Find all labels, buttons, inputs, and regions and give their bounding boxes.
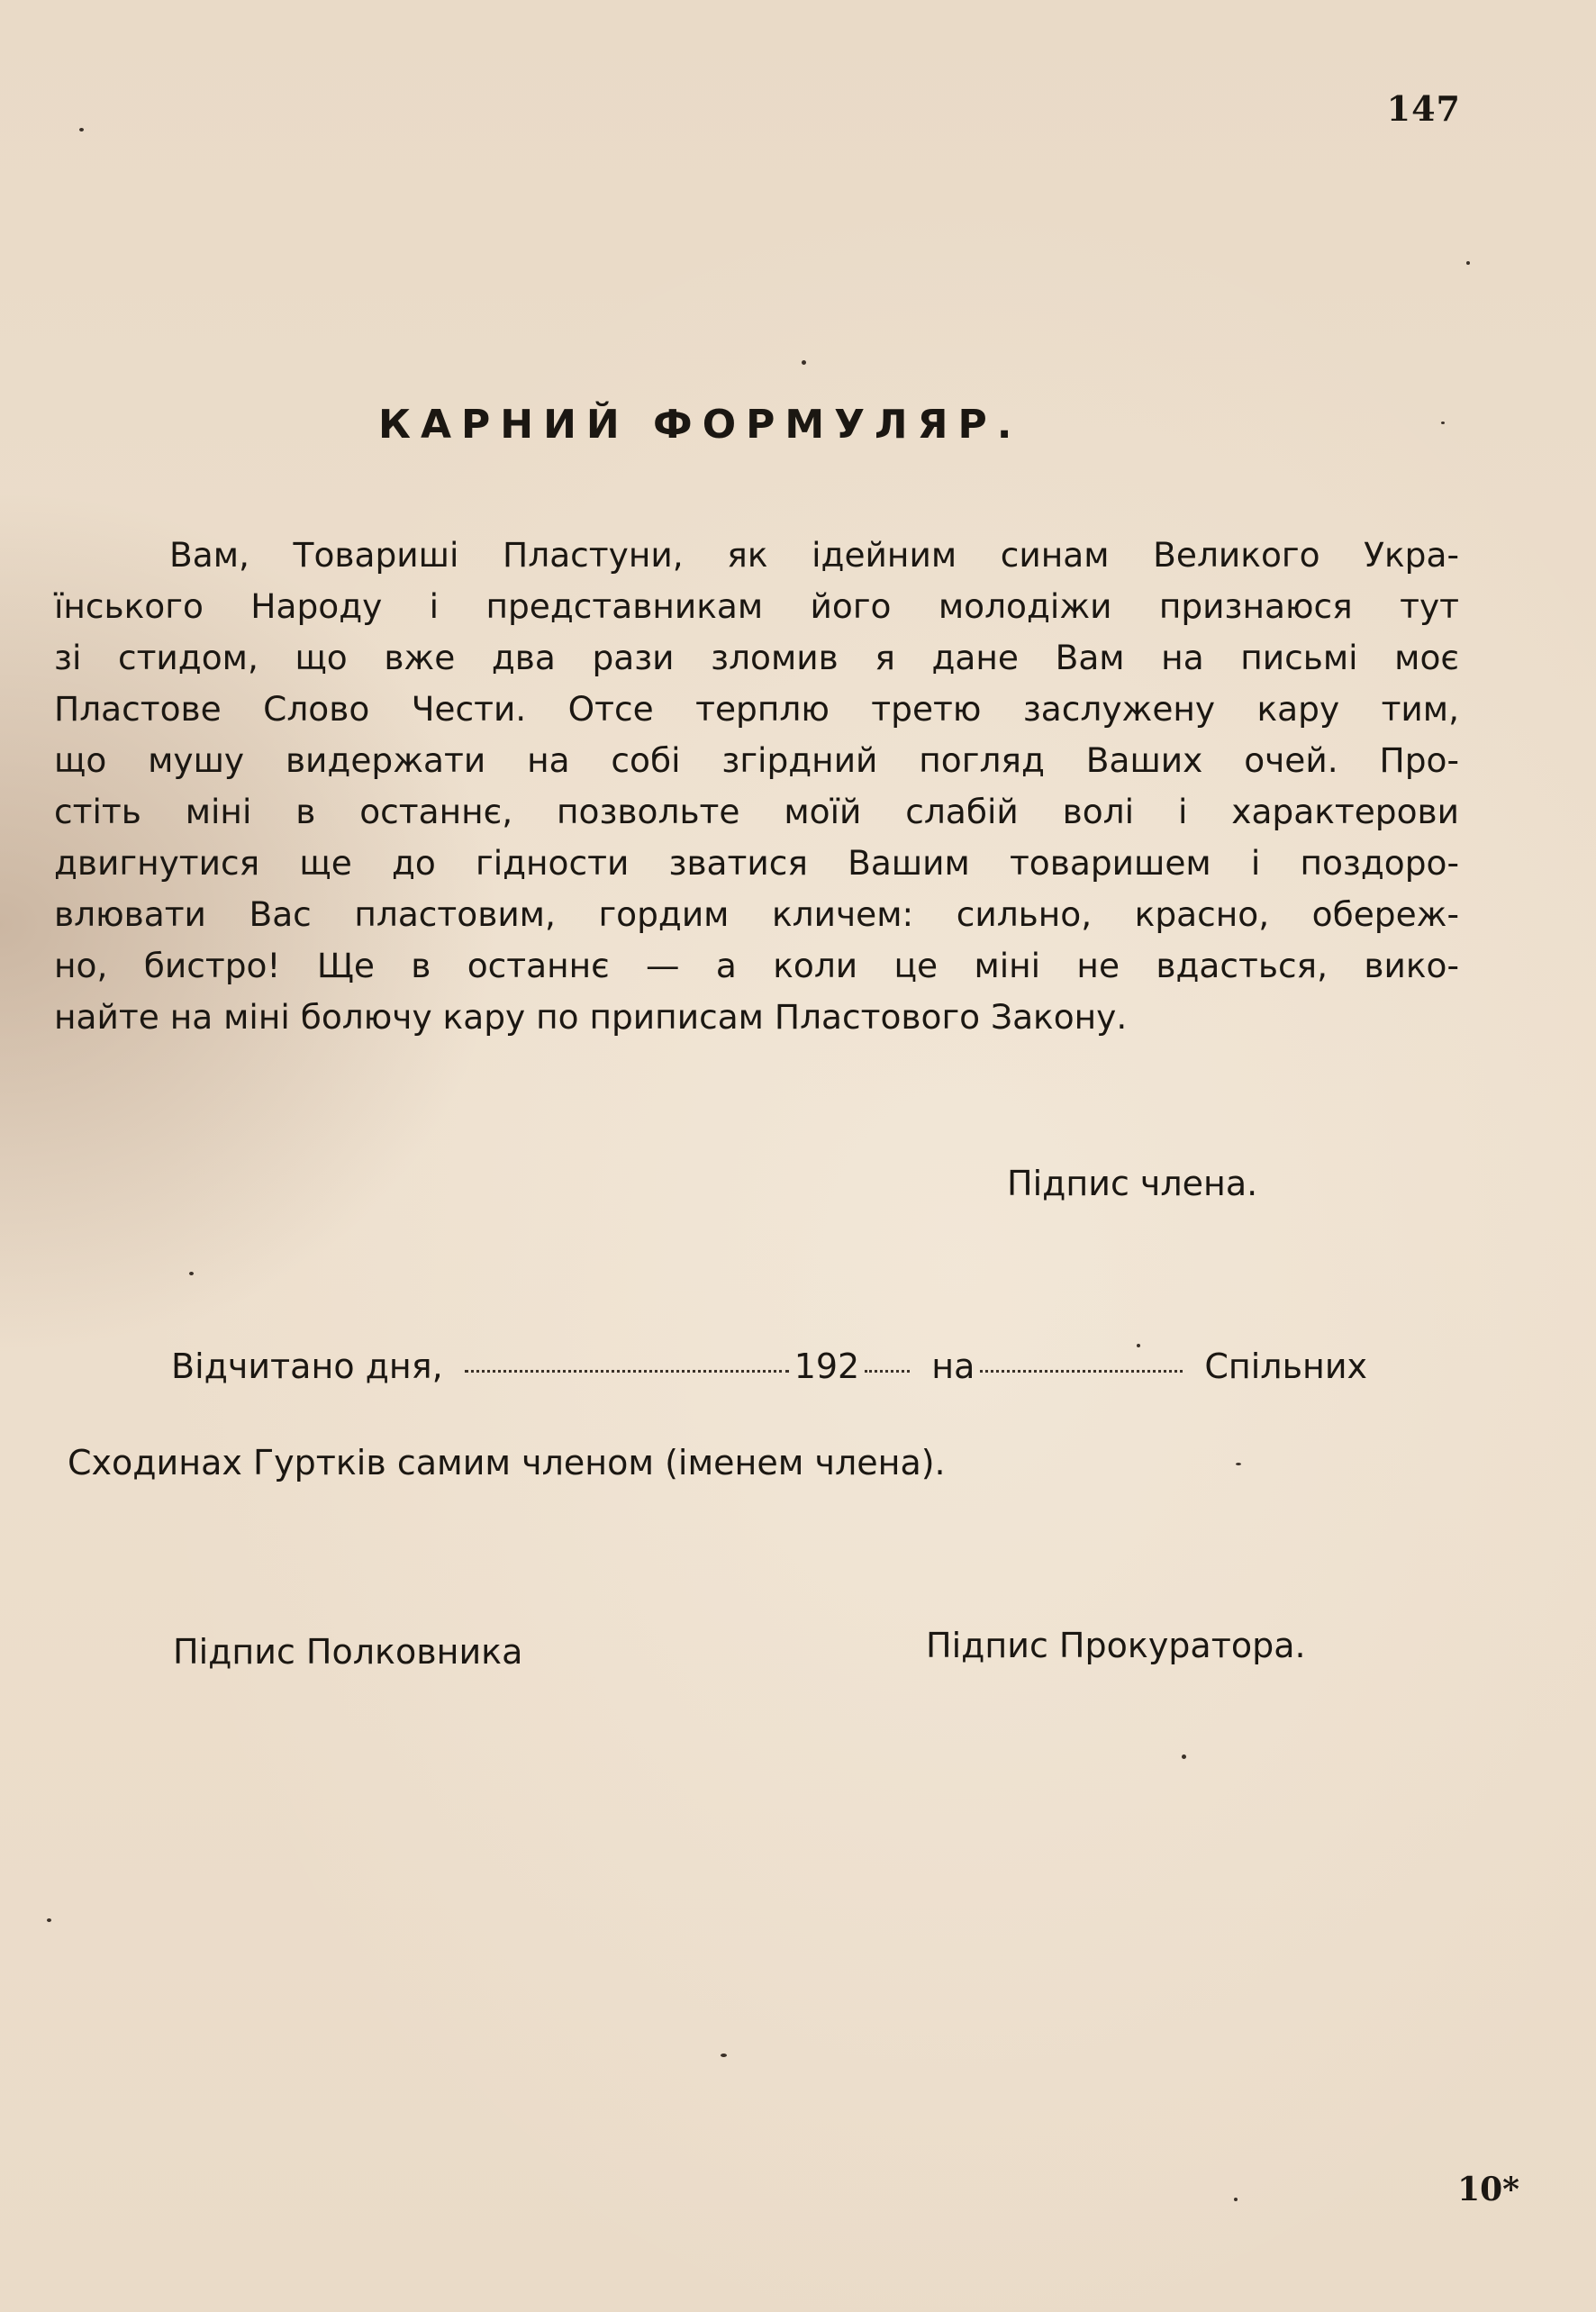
paper-speck xyxy=(189,1272,194,1275)
meeting-word: Спільних xyxy=(1204,1346,1368,1386)
paper-speck xyxy=(1441,422,1445,424)
paper-speck xyxy=(721,2054,727,2057)
paragraph-line: Пластове Слово Чести. Отсе терплю третю заслужену кару тим, xyxy=(54,689,1459,729)
date-blank xyxy=(465,1369,789,1373)
paragraph-line: но, бистро! Ще в останнє — а коли це міні не вдасться, вико- xyxy=(54,946,1459,985)
paper-speck xyxy=(1137,1344,1140,1347)
at-label: на xyxy=(931,1346,975,1386)
year-prefix: 192 xyxy=(793,1346,860,1386)
assembly-line: Сходинах Гуртків самим членом (іменем члена). xyxy=(68,1443,946,1482)
paragraph-line: стіть міні в останнє, позвольте моїй слабій волі і характерови xyxy=(54,792,1459,831)
paper-speck xyxy=(1234,2198,1238,2201)
paragraph-line: що мушу видержати на собі згірдний погляд Ваших очей. Про- xyxy=(54,740,1459,780)
paper-speck xyxy=(47,1918,51,1922)
sheet-signature-mark: 10* xyxy=(1457,2171,1519,2208)
paper-speck xyxy=(1182,1754,1186,1759)
read-date-line xyxy=(171,1346,1461,1386)
paragraph-line: Вам, Товариші Пластуни, як ідейним синам Великого Укра- xyxy=(169,535,1459,575)
paper-speck xyxy=(802,360,806,365)
document-title: КАРНИЙ ФОРМУЛЯР. xyxy=(378,402,1022,448)
paragraph-line: зі стидом, що вже два рази зломив я дане Вам на письмі моє xyxy=(54,638,1459,677)
colonel-signature-label: Підпис Полковника xyxy=(173,1632,523,1672)
paragraph-line: двигнутися ще до гідности зватися Вашим товаришем і поздоро- xyxy=(54,843,1459,883)
year-blank xyxy=(865,1369,910,1373)
paper-speck xyxy=(1236,1463,1241,1465)
paragraph-line: їнського Народу і представникам його молодіжи признаюся тут xyxy=(54,586,1459,626)
member-signature-label: Підпис члена. xyxy=(1007,1164,1258,1203)
paragraph-line: влювати Вас пластовим, гордим кличем: сильно, красно, обереж- xyxy=(54,894,1459,934)
prosecutor-signature-label: Підпис Прокуратора. xyxy=(926,1626,1306,1665)
page-number: 147 xyxy=(1386,88,1461,129)
paper-speck xyxy=(79,128,84,131)
meeting-number-blank xyxy=(980,1369,1183,1373)
confession-paragraph xyxy=(54,530,1459,1043)
paper-speck xyxy=(1466,261,1470,265)
paragraph-line: найте на міні болючу кару по приписам Пластового Закону. xyxy=(54,997,1128,1037)
read-on-label: Відчитано дня, xyxy=(171,1346,443,1386)
